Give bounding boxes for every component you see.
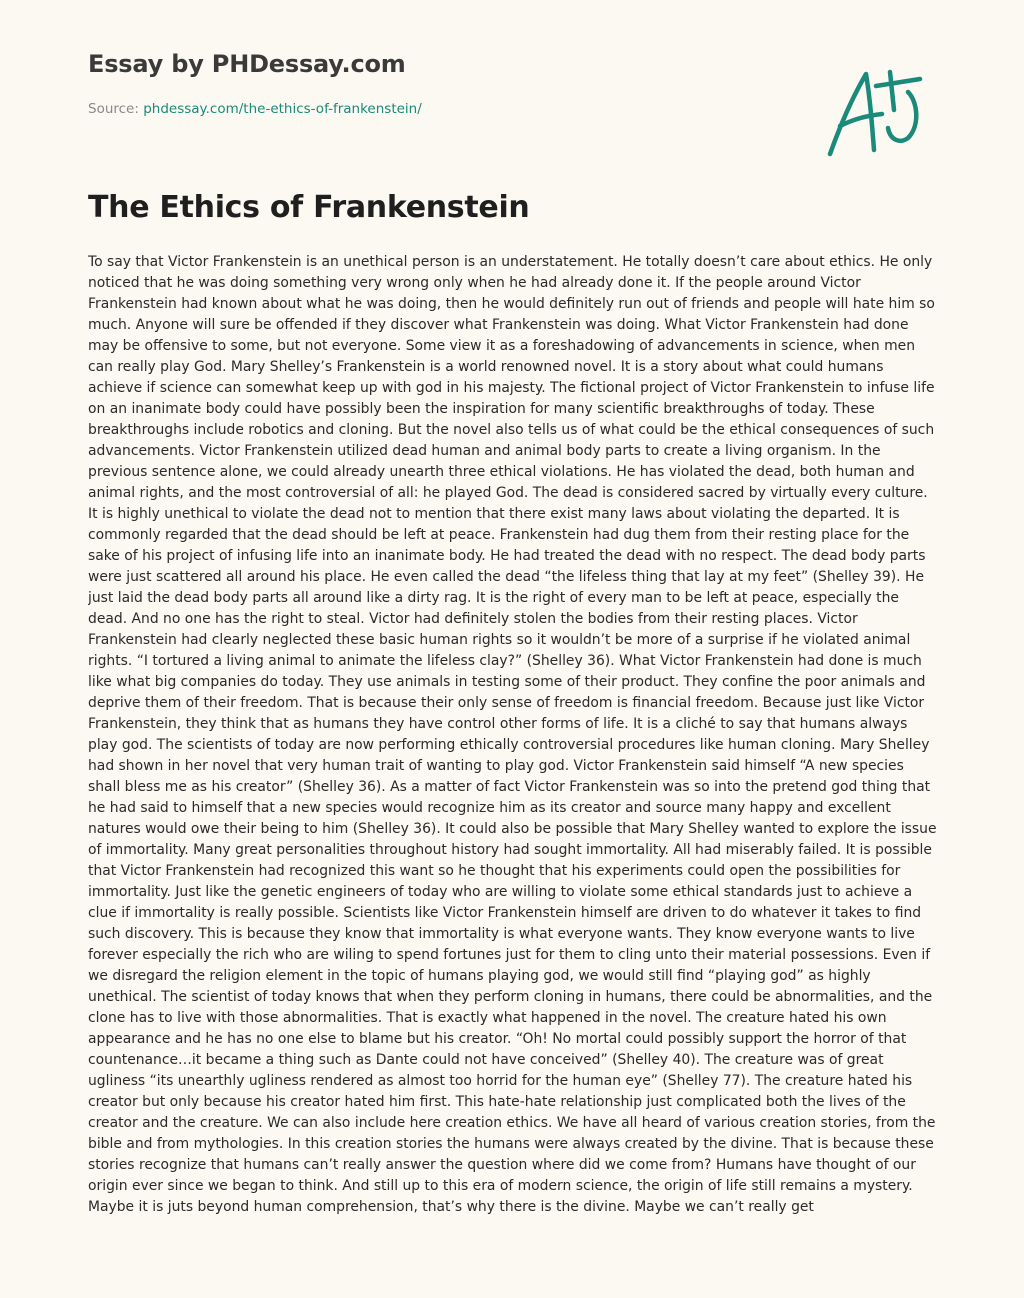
essay-body xyxy=(88,252,938,1250)
a-plus-grade-icon xyxy=(826,64,928,160)
source-label: Source: xyxy=(88,101,144,117)
site-brand: Essay by PHDessay.com xyxy=(88,50,406,78)
essay-body-text: To say that Victor Frankenstein is an unethical person is an understatement. He totally doesn’t care about ethics. He only noticed that he was doing something very wrong only when he had already done it. If the people around Victor Frankenstein had known about what he was doing, then he would definitely run out of friends and people will hate him so much. Anyone will sure be offended if they discover what Frankenstein was doing. What Victor Frankenstein had done may be offensive to some, but not everyone. Some view it as a foreshadowing of advancements in science, when men can really play God. Mary Shelley’s Frankenstein is a world renowned novel. It is a story about what could humans achieve if science can somewhat keep up with god in his majesty. The fictional project of Victor Frankenstein to infuse life on an inanimate body could have possibly been the inspiration for many scientific breakthroughs of today. These breakthroughs include robotics and cloning. But the novel also tells us of what could be the ethical consequences of such advancements. Victor Frankenstein utilized dead human and animal body parts to create a living organism. In the previous sentence alone, we could already unearth three ethical violations. He has violated the dead, both human and animal rights, and the most controversial of all: he played God. The dead is considered sacred by virtually every culture. It is highly unethical to violate the dead not to mention that there exist many laws about violating the departed. It is commonly regarded that the dead should be left at peace. Frankenstein had dug them from their resting place for the sake of his project of infusing life into an inanimate body. He had treated the dead with no respect. The dead body parts were just scattered all around his place. He even called the dead “the lifeless thing that lay at my feet” (Shelley 39). He just laid the dead body parts all around like a dirty rag. It is the right of every man to be left at peace, especially the dead. And no one has the right to steal. Victor had definitely stolen the bodies from their resting places. Victor Frankenstein had clearly neglected these basic human rights so it wouldn’t be more of a surprise if he violated animal rights. “I tortured a living animal to animate the lifeless clay?” (Shelley 36). What Victor Frankenstein had done is much like what big companies do today. They use animals in testing some of their product. They confine the poor animals and deprive them of their freedom. That is because their only sense of freedom is financial freedom. Because just like Victor Frankenstein, they think that as humans they have control other forms of life. It is a cliché to say that humans always play god. The scientists of today are now performing ethically controversial procedures like human cloning. Mary Shelley had shown in her novel that very human trait of wanting to play god. Victor Frankenstein said himself “A new species shall bless me as his creator” (Shelley 36). As a matter of fact Victor Frankenstein was so into the pretend god thing that he had said to himself that a new species would recognize him as its creator and source many happy and excellent natures would owe their being to him (Shelley 36). It could also be possible that Mary Shelley wanted to explore the issue of immortality. Many great personalities throughout history had sought immortality. All had miserably failed. It is possible that Victor Frankenstein had recognized this want so he thought that his experiments could open the possibilities for immortality. Just like the genetic engineers of today who are willing to violate some ethical standards just to achieve a clue if immortality is really possible. Scientists like Victor Frankenstein himself are driven to do whatever it takes to find such discovery. This is because they know that immortality is what everyone wants. They know everyone wants to live forever especially the rich who are wiling to spend fortunes just for them to cling unto their material possessions. Even if we disregard the religion element in the topic of humans playing god, we would still find “playing god” as highly unethical. The scientist of today knows that when they perform cloning in humans, there could be abnormalities, and the clone has to live with those abnormalities. That is exactly what happened in the novel. The creature hated his own appearance and he has no one else to blame but his creator. “Oh! No mortal could possibly support the horror of that countenance…it became a thing such as Dante could not have conceived” (Shelley 40). The creature was of great ugliness “its unearthly ugliness rendered as almost too horrid for the human eye” (Shelley 77). The creature hated his creator but only because his creator hated him first. This hate-hate relationship just complicated both the lives of the creator and the creature. We can also include here creation ethics. We have all heard of various creation stories, from the bible and from mythologies. In this creation stories the humans were always created by the divine. That is because these stories recognize that humans can’t really answer the question where did we come from? Humans have thought of our origin ever since we began to think. And still up to this era of modern science, the origin of life still remains a mystery. Maybe it is juts beyond human comprehension, that’s why there is the divine. Maybe we can’t really get xyxy=(88,254,937,1215)
source-link[interactable]: phdessay.com/the-ethics-of-frankenstein/ xyxy=(143,101,422,117)
source-line xyxy=(88,101,422,117)
essay-title: The Ethics of Frankenstein xyxy=(88,190,530,225)
